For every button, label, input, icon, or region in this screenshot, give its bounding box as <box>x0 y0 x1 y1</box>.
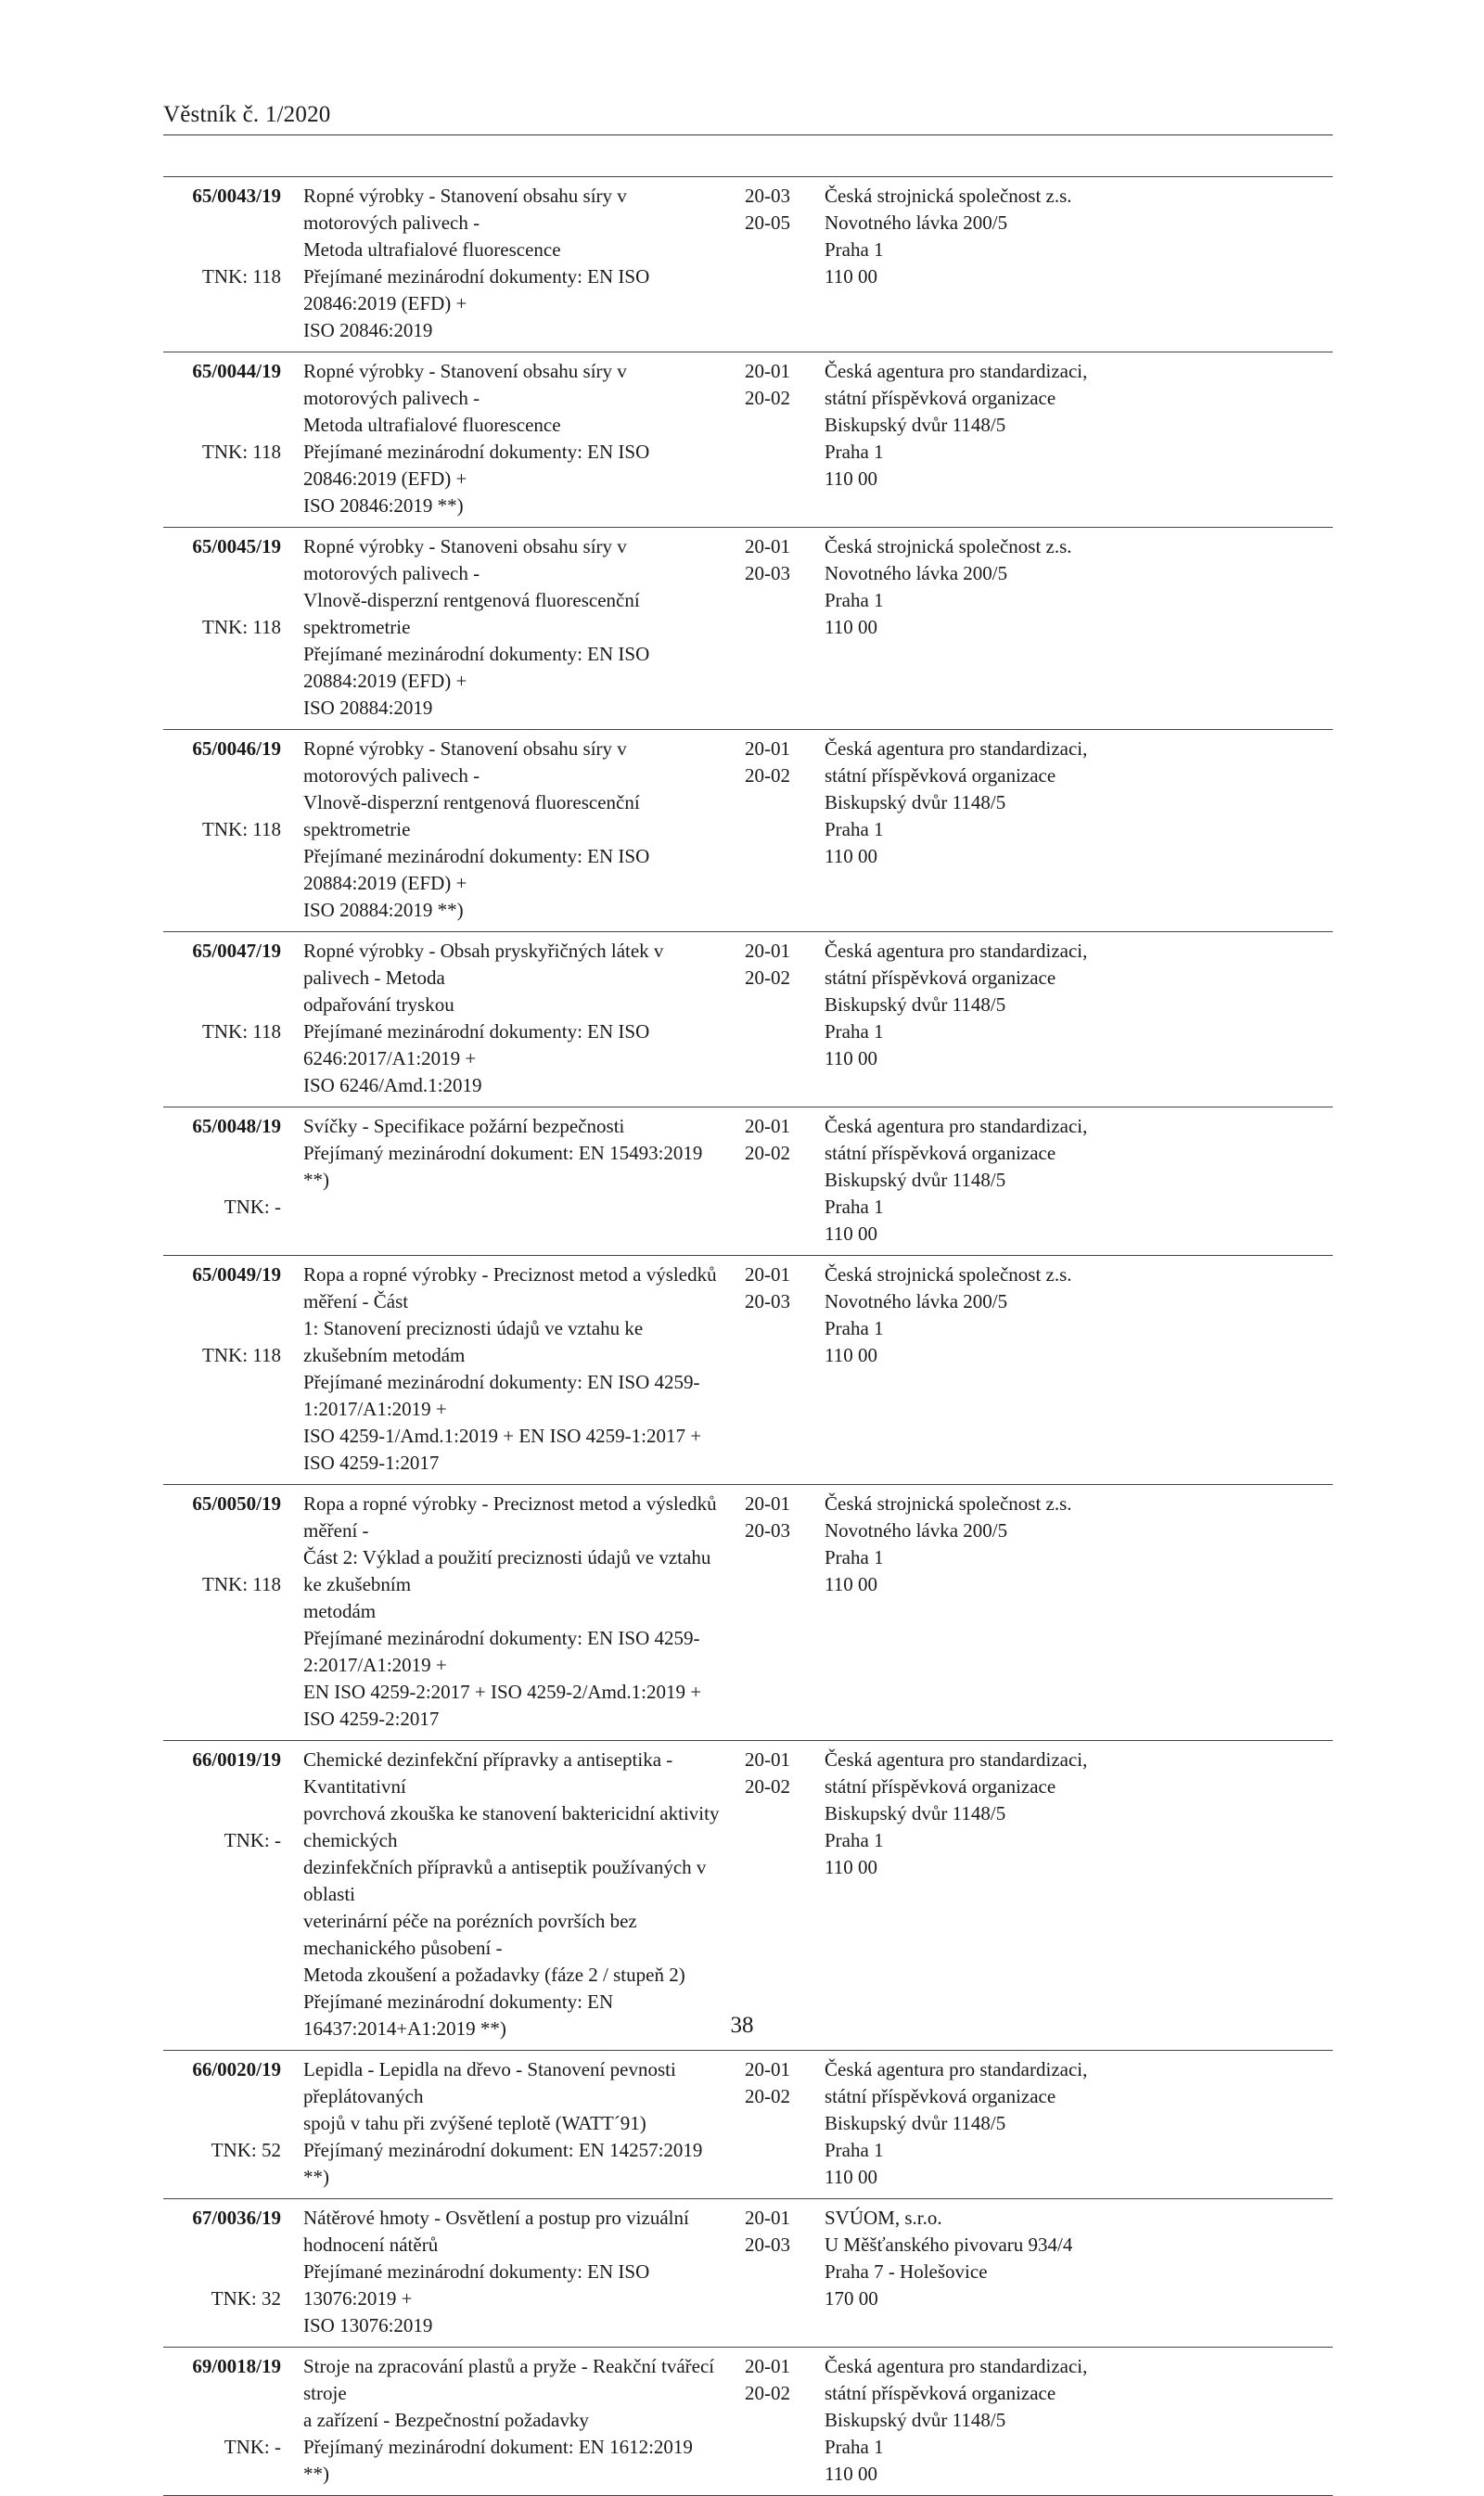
entry-tnk: TNK: 118 <box>202 818 281 840</box>
entry-title-line: Přejímaný mezinárodní dokument: EN 15493:2019 **) <box>303 1142 703 1191</box>
entry-date: 20-05 <box>745 211 790 234</box>
entry-number: 65/0046/19 <box>192 737 281 760</box>
entry-dates <box>745 938 799 1099</box>
entry-id-column <box>163 2056 281 2191</box>
entry-title-line: Ropa a ropné výrobky - Preciznost metod a výsledků měření - <box>303 1492 717 1542</box>
entry-title-line: povrchová zkouška ke stanovení baktericidní aktivity chemických <box>303 1802 720 1851</box>
standard-entry <box>163 1741 1333 2051</box>
entry-title-line: Přejímané mezinárodní dokumenty: EN ISO 20884:2019 (EFD) + <box>303 643 650 692</box>
entry-date: 20-02 <box>745 2085 790 2107</box>
entry-id-column <box>163 183 281 344</box>
entry-date: 20-02 <box>745 387 790 409</box>
entry-title <box>303 1261 723 1477</box>
entry-dates <box>745 2205 799 2339</box>
entry-organization-line: 110 00 <box>825 467 877 490</box>
entry-date: 20-01 <box>745 1748 790 1771</box>
entry-organization-line: Česká strojnická společnost z.s. <box>825 1263 1072 1286</box>
entry-organization-line: státní příspěvková organizace <box>825 764 1056 787</box>
entry-title-line: ISO 20846:2019 <box>303 319 433 341</box>
entry-title-line: Lepidla - Lepidla na dřevo - Stanovení pevnosti přeplátovaných <box>303 2058 676 2107</box>
entry-title <box>303 938 723 1099</box>
entry-date: 20-03 <box>745 562 790 584</box>
entry-organization <box>825 1747 1333 2042</box>
entry-title-line: ISO 4259-1/Amd.1:2019 + EN ISO 4259-1:2017 + <box>303 1425 702 1447</box>
page-header-title: Věstník č. 1/2020 <box>163 102 331 127</box>
entry-title-line: Metoda ultrafialové fluorescence <box>303 238 561 261</box>
entry-organization-line: Česká strojnická společnost z.s. <box>825 185 1072 207</box>
entry-number: 65/0048/19 <box>192 1115 281 1137</box>
standard-entry <box>163 932 1333 1107</box>
entry-title-line: ISO 20846:2019 **) <box>303 494 464 517</box>
entry-id-column <box>163 1113 281 1248</box>
standard-entry <box>163 730 1333 932</box>
entry-organization-line: Novotného lávka 200/5 <box>825 1290 1008 1312</box>
entry-organization-line: 110 00 <box>825 1344 877 1366</box>
entry-date: 20-02 <box>745 764 790 787</box>
entry-title-line: Ropné výrobky - Stanovení obsahu síry v motorových palivech - <box>303 737 627 787</box>
entry-organization-line: Praha 1 <box>825 1317 884 1339</box>
entry-organization-line: 110 00 <box>825 2463 877 2485</box>
entry-date: 20-01 <box>745 1492 790 1515</box>
entry-organization <box>825 358 1333 519</box>
entry-date: 20-02 <box>745 1775 790 1798</box>
entry-organization-line: Biskupský dvůr 1148/5 <box>825 1802 1006 1824</box>
entry-title-line: a zařízení - Bezpečnostní požadavky <box>303 2409 589 2431</box>
entry-title-line: Část 2: Výklad a použití preciznosti údajů ve vztahu ke zkušebním <box>303 1546 711 1595</box>
entry-date: 20-01 <box>745 1115 790 1137</box>
entry-organization-line: Praha 1 <box>825 2139 884 2161</box>
entry-id-column <box>163 533 281 722</box>
entry-date: 20-01 <box>745 2207 790 2229</box>
entry-id-column <box>163 1747 281 2042</box>
entry-tnk: TNK: 118 <box>202 1020 281 1043</box>
entry-organization <box>825 2353 1333 2488</box>
entry-organization-line: Česká agentura pro standardizaci, <box>825 2355 1088 2377</box>
entry-organization <box>825 1261 1333 1477</box>
entry-organization-line: Česká agentura pro standardizaci, <box>825 940 1088 962</box>
entry-title-line: Metoda ultrafialové fluorescence <box>303 414 561 436</box>
entry-id-column <box>163 2353 281 2488</box>
entry-date: 20-01 <box>745 2058 790 2080</box>
entry-organization-line: U Měšťanského pivovaru 934/4 <box>825 2234 1073 2256</box>
entry-organization-line: Biskupský dvůr 1148/5 <box>825 791 1006 813</box>
entry-title-line: odpařování tryskou <box>303 993 454 1016</box>
entry-title-line: Přejímané mezinárodní dokumenty: EN ISO 6246:2017/A1:2019 + <box>303 1020 650 1069</box>
entry-title-line: ISO 4259-1:2017 <box>303 1452 440 1474</box>
entry-date: 20-01 <box>745 2355 790 2377</box>
entry-date: 20-02 <box>745 1142 790 1164</box>
entry-title-line: Ropné výrobky - Obsah pryskyřičných látek v palivech - Metoda <box>303 940 664 989</box>
entry-organization-line: Biskupský dvůr 1148/5 <box>825 2112 1006 2134</box>
entry-organization-line: SVÚOM, s.r.o. <box>825 2207 942 2229</box>
entry-number: 66/0019/19 <box>192 1748 281 1771</box>
standards-list <box>163 176 1333 2496</box>
entry-title-line: Metoda zkoušení a požadavky (fáze 2 / stupeň 2) <box>303 1964 685 1986</box>
entry-organization <box>825 1113 1333 1248</box>
entry-title-line: Stroje na zpracování plastů a pryže - Reakční tvářecí stroje <box>303 2355 715 2404</box>
entry-title-line: Vlnově-disperzní rentgenová fluorescenční spektrometrie <box>303 589 640 638</box>
entry-tnk: TNK: 32 <box>211 2287 281 2310</box>
entry-title-line: Přejímaný mezinárodní dokument: EN 14257:2019 **) <box>303 2139 703 2188</box>
entry-organization-line: státní příspěvková organizace <box>825 966 1056 989</box>
entry-title <box>303 1747 723 2042</box>
entry-organization-line: Novotného lávka 200/5 <box>825 211 1008 234</box>
entry-organization-line: 110 00 <box>825 845 877 867</box>
entry-date: 20-02 <box>745 966 790 989</box>
entry-title <box>303 183 723 344</box>
standard-entry <box>163 528 1333 730</box>
entry-organization-line: Praha 1 <box>825 589 884 611</box>
entry-tnk: TNK: 52 <box>211 2139 281 2161</box>
entry-dates <box>745 1113 799 1248</box>
standard-entry <box>163 1485 1333 1741</box>
entry-organization-line: Praha 1 <box>825 1829 884 1851</box>
entry-id-column <box>163 2205 281 2339</box>
entry-organization-line: státní příspěvková organizace <box>825 2085 1056 2107</box>
entry-title-line: ISO 20884:2019 **) <box>303 899 464 921</box>
entry-title-line: ISO 20884:2019 <box>303 697 433 719</box>
entry-title-line: ISO 6246/Amd.1:2019 <box>303 1074 482 1096</box>
entry-date: 20-03 <box>745 185 790 207</box>
entry-tnk: TNK: 118 <box>202 1344 281 1366</box>
standard-entry <box>163 1107 1333 1256</box>
entry-organization-line: státní příspěvková organizace <box>825 2382 1056 2404</box>
header-divider <box>163 134 1333 135</box>
entry-date: 20-02 <box>745 2382 790 2404</box>
entry-tnk: TNK: 118 <box>202 265 281 288</box>
entry-organization-line: Česká agentura pro standardizaci, <box>825 1748 1088 1771</box>
entry-organization-line: 110 00 <box>825 1573 877 1595</box>
entry-organization-line: Novotného lávka 200/5 <box>825 1519 1008 1542</box>
entry-number: 65/0047/19 <box>192 940 281 962</box>
entry-title-line: 1: Stanovení preciznosti údajů ve vztahu ke zkušebním metodám <box>303 1317 644 1366</box>
standard-entry <box>163 352 1333 528</box>
entry-id-column <box>163 1261 281 1477</box>
entry-dates <box>745 2353 799 2488</box>
entry-number: 67/0036/19 <box>192 2207 281 2229</box>
entry-organization <box>825 533 1333 722</box>
entry-date: 20-03 <box>745 1290 790 1312</box>
entry-organization-line: 110 00 <box>825 616 877 638</box>
entry-organization-line: Praha 7 - Holešovice <box>825 2260 988 2283</box>
entry-organization <box>825 2205 1333 2339</box>
entry-title-line: veterinární péče na porézních površích bez mechanického působení - <box>303 1910 637 1959</box>
entry-organization-line: Praha 1 <box>825 1020 884 1043</box>
entry-title-line: Nátěrové hmoty - Osvětlení a postup pro vizuální hodnocení nátěrů <box>303 2207 689 2256</box>
entry-organization-line: Biskupský dvůr 1148/5 <box>825 2409 1006 2431</box>
entry-id-column <box>163 358 281 519</box>
entry-organization-line: 110 00 <box>825 1856 877 1878</box>
entry-tnk: TNK: - <box>224 1196 281 1218</box>
entry-organization-line: státní příspěvková organizace <box>825 387 1056 409</box>
entry-tnk: TNK: 118 <box>202 1573 281 1595</box>
entry-organization-line: Praha 1 <box>825 441 884 463</box>
entry-organization-line: Česká strojnická společnost z.s. <box>825 535 1072 557</box>
entry-id-column <box>163 938 281 1099</box>
entry-title <box>303 2056 723 2191</box>
entry-dates <box>745 1261 799 1477</box>
entry-id-column <box>163 736 281 924</box>
entry-date: 20-01 <box>745 940 790 962</box>
entry-organization-line: státní příspěvková organizace <box>825 1142 1056 1164</box>
entry-id-column <box>163 1491 281 1733</box>
entry-title-line: metodám <box>303 1600 377 1622</box>
entry-date: 20-03 <box>745 1519 790 1542</box>
entry-date: 20-01 <box>745 535 790 557</box>
entry-dates <box>745 736 799 924</box>
standard-entry <box>163 177 1333 352</box>
entry-number: 65/0044/19 <box>192 360 281 382</box>
entry-dates <box>745 1491 799 1733</box>
entry-organization-line: Biskupský dvůr 1148/5 <box>825 993 1006 1016</box>
entry-tnk: TNK: 118 <box>202 441 281 463</box>
entry-title <box>303 2205 723 2339</box>
entry-title-line: Přejímané mezinárodní dokumenty: EN ISO 20846:2019 (EFD) + <box>303 441 650 490</box>
entry-organization-line: státní příspěvková organizace <box>825 1775 1056 1798</box>
entry-title-line: Ropné výrobky - Stanoveni obsahu síry v motorových palivech - <box>303 535 627 584</box>
entry-title <box>303 736 723 924</box>
entry-tnk: TNK: - <box>224 2436 281 2458</box>
entry-tnk: TNK: - <box>224 1829 281 1851</box>
entry-organization-line: 170 00 <box>825 2287 878 2310</box>
entry-title-line: Přejímané mezinárodní dokumenty: EN ISO 4259-2:2017/A1:2019 + <box>303 1627 700 1676</box>
entry-date: 20-01 <box>745 737 790 760</box>
entry-organization-line: 110 00 <box>825 1222 877 1245</box>
entry-title-line: Přejímaný mezinárodní dokument: EN 1612:2019 **) <box>303 2436 693 2485</box>
entry-title <box>303 533 723 722</box>
entry-number: 65/0045/19 <box>192 535 281 557</box>
entry-organization-line: Česká agentura pro standardizaci, <box>825 360 1088 382</box>
standard-entry <box>163 1256 1333 1485</box>
entry-organization <box>825 938 1333 1099</box>
entry-dates <box>745 533 799 722</box>
entry-date: 20-01 <box>745 360 790 382</box>
entry-dates <box>745 1747 799 2042</box>
entry-organization-line: Česká agentura pro standardizaci, <box>825 2058 1088 2080</box>
entry-date: 20-03 <box>745 2234 790 2256</box>
entry-title-line: EN ISO 4259-2:2017 + ISO 4259-2/Amd.1:2019 + <box>303 1681 702 1703</box>
entry-organization-line: 110 00 <box>825 1047 877 1069</box>
entry-number: 66/0020/19 <box>192 2058 281 2080</box>
entry-title-line: Přejímané mezinárodní dokumenty: EN ISO 4259-1:2017/A1:2019 + <box>303 1371 700 1420</box>
entry-title <box>303 2353 723 2488</box>
entry-title-line: Vlnově-disperzní rentgenová fluorescenční spektrometrie <box>303 791 640 840</box>
entry-organization-line: Česká agentura pro standardizaci, <box>825 1115 1088 1137</box>
entry-organization-line: Česká strojnická společnost z.s. <box>825 1492 1072 1515</box>
entry-title-line: ISO 4259-2:2017 <box>303 1708 440 1730</box>
entry-title-line: Přejímané mezinárodní dokumenty: EN ISO 13076:2019 + <box>303 2260 650 2310</box>
entry-dates <box>745 183 799 344</box>
entry-number: 69/0018/19 <box>192 2355 281 2377</box>
standard-entry <box>163 2348 1333 2496</box>
entry-number: 65/0050/19 <box>192 1492 281 1515</box>
entry-organization <box>825 736 1333 924</box>
entry-dates <box>745 2056 799 2191</box>
entry-title-line: Ropné výrobky - Stanovení obsahu síry v motorových palivech - <box>303 185 627 234</box>
entry-organization-line: Praha 1 <box>825 818 884 840</box>
entry-organization-line: Praha 1 <box>825 2436 884 2458</box>
entry-number: 65/0049/19 <box>192 1263 281 1286</box>
entry-title-line: Ropné výrobky - Stanovení obsahu síry v motorových palivech - <box>303 360 627 409</box>
entry-title <box>303 1491 723 1733</box>
entry-organization-line: 110 00 <box>825 2166 877 2188</box>
entry-organization <box>825 1491 1333 1733</box>
entry-organization-line: 110 00 <box>825 265 877 288</box>
page-number: 38 <box>730 2013 754 2038</box>
entry-organization-line: Česká agentura pro standardizaci, <box>825 737 1088 760</box>
entry-date: 20-01 <box>745 1263 790 1286</box>
entry-title-line: Přejímané mezinárodní dokumenty: EN 16437:2014+A1:2019 **) <box>303 1990 614 2040</box>
entry-tnk: TNK: 118 <box>202 616 281 638</box>
entry-title-line: Přejímané mezinárodní dokumenty: EN ISO 20884:2019 (EFD) + <box>303 845 650 894</box>
entry-dates <box>745 358 799 519</box>
standard-entry <box>163 2051 1333 2199</box>
entry-title-line: spojů v tahu při zvýšené teplotě (WATT´91) <box>303 2112 646 2134</box>
entry-organization-line: Novotného lávka 200/5 <box>825 562 1008 584</box>
standard-entry <box>163 2199 1333 2348</box>
entry-organization-line: Praha 1 <box>825 1196 884 1218</box>
entry-organization-line: Biskupský dvůr 1148/5 <box>825 1169 1006 1191</box>
entry-title-line: Přejímané mezinárodní dokumenty: EN ISO 20846:2019 (EFD) + <box>303 265 650 314</box>
entry-organization-line: Praha 1 <box>825 238 884 261</box>
entry-title-line: Chemické dezinfekční přípravky a antiseptika - Kvantitativní <box>303 1748 673 1798</box>
entry-number: 65/0043/19 <box>192 185 281 207</box>
entry-organization <box>825 183 1333 344</box>
entry-title-line: Ropa a ropné výrobky - Preciznost metod a výsledků měření - Část <box>303 1263 717 1312</box>
entry-title-line: ISO 13076:2019 <box>303 2314 433 2336</box>
entry-title-line: dezinfekčních přípravků a antiseptik používaných v oblasti <box>303 1856 707 1905</box>
entry-organization-line: Praha 1 <box>825 1546 884 1568</box>
entry-organization-line: Biskupský dvůr 1148/5 <box>825 414 1006 436</box>
entry-organization <box>825 2056 1333 2191</box>
entry-title-line: Svíčky - Specifikace požární bezpečnosti <box>303 1115 625 1137</box>
entry-title <box>303 358 723 519</box>
entry-title <box>303 1113 723 1248</box>
